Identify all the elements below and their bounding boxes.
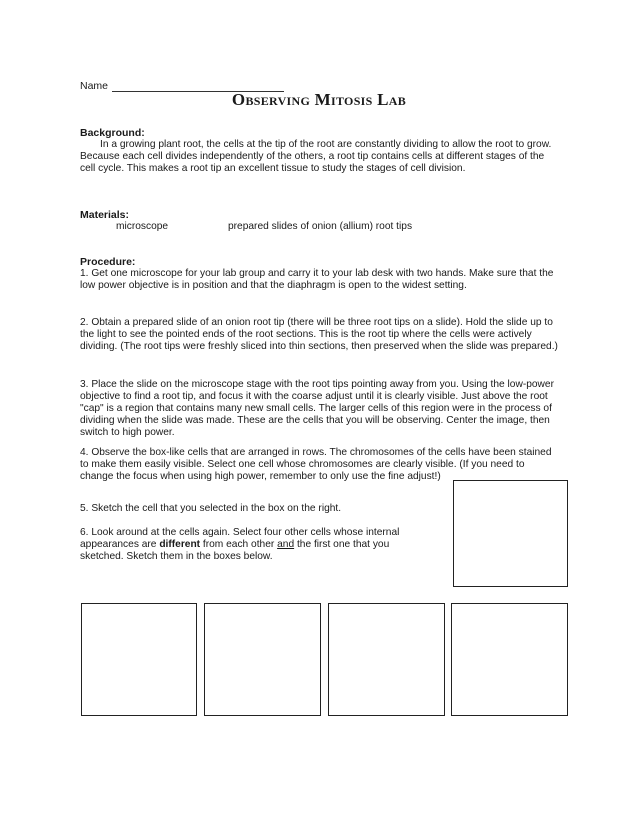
emphasis-and: and <box>277 539 295 550</box>
emphasis-different: different <box>159 539 201 550</box>
step-4-text: 4. Observe the box-like cells that are arranged in rows. The chromosomes of the cells have been stained to make them easily visible. Select one cell whose chromosomes are clearly visible. (If you need to change the focus when using high power, remember to only use the fine adjust!) <box>80 447 552 482</box>
sketch-box-1[interactable] <box>81 603 197 716</box>
name-label: Name <box>80 80 109 92</box>
procedure-step-1: 1. Get one microscope for your lab group and carry it to your lab desk with two hands. Make sure that the low power objective is in position and that the diaphragm is open to the widest setting. <box>80 268 554 291</box>
sketch-box-3[interactable] <box>328 603 445 716</box>
background-heading: Background: <box>80 127 145 139</box>
procedure-step-4 <box>80 447 555 483</box>
sketch-box-main[interactable] <box>453 480 568 587</box>
page-title: Observing Mitosis Lab <box>231 90 407 109</box>
materials-list <box>116 221 412 232</box>
background-text: In a growing plant root, the cells at the tip of the root are constantly dividing to allow the root to grow. Because each cell divides independently of the others, a root tip contains cells at different stages of the cell cycle. This makes a root tip an excellent tissue to study the stages of cell division. <box>80 139 552 174</box>
procedure-step-5: 5. Sketch the cell that you selected in the box on the right. <box>80 503 342 514</box>
material-item: prepared slides of onion (allium) root tips <box>228 221 413 232</box>
sketch-box-2[interactable] <box>204 603 321 716</box>
materials-heading: Materials: <box>80 209 130 221</box>
material-item: microscope <box>116 221 169 232</box>
procedure-step-6: 6. Look around at the cells again. Select four other cells whose internal appearances are different from each other and the first one that you sketched. Sketch them in the boxes below. <box>80 527 400 562</box>
procedure-step-3: 3. Place the slide on the microscope stage with the root tips pointing away from you. Using the low-power objective to find a root tip, and focus it with the coarse adjust until it is clearly visible. Just above the root "cap" is a region that contains many new small cells. The larger cells of this region were in the process of dividing when the slide was made. These are the cells that you will be observing. Center the image, then switch to high power. <box>80 379 554 438</box>
procedure-step-2: 2. Obtain a prepared slide of an onion root tip (there will be three root tips on a slide). Hold the slide up to the light to see the pointed ends of the root sections. This is the root tip where the cells were actively dividing. (The root tips were freshly sliced into thin sections, then preserved when the slide was prepared.) <box>80 317 558 352</box>
sketch-box-4[interactable] <box>451 603 568 716</box>
procedure-heading: Procedure: <box>80 256 136 268</box>
